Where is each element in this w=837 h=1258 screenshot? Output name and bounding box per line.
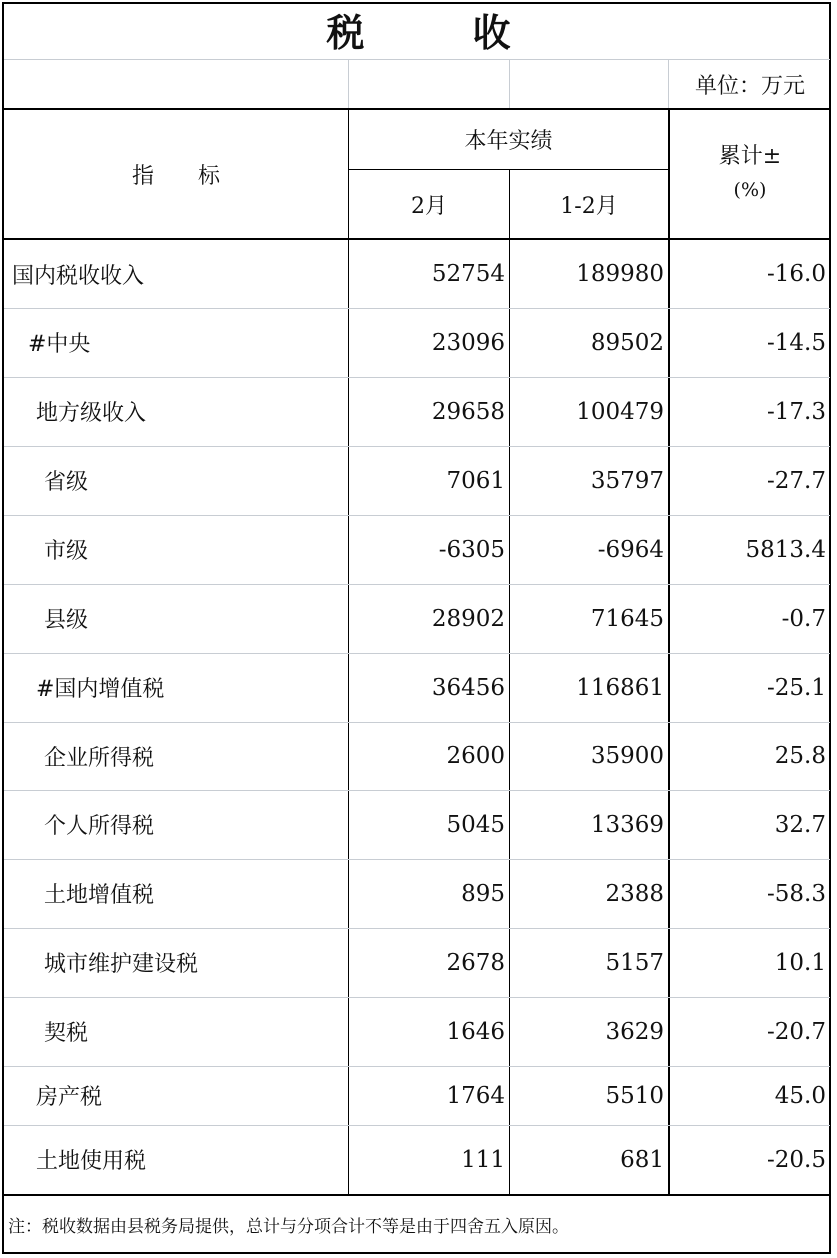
row-growth-value: -20.7: [767, 1018, 826, 1045]
header-indicator: 指 标: [131, 163, 220, 189]
row-label: 企业所得税: [44, 745, 155, 771]
row-label: 县级: [44, 608, 89, 633]
row-cumulative-value: 681: [620, 1146, 664, 1173]
unit-row-sep-3: [668, 60, 669, 108]
row-month-value: 2678: [446, 949, 505, 976]
row-cumulative-value: 189980: [576, 261, 664, 287]
row-label: 国内税收收入: [12, 263, 145, 289]
row-growth-value: -25.1: [767, 674, 826, 701]
row-cumulative-value: 100479: [576, 398, 664, 425]
row-month-value: 28902: [431, 605, 505, 632]
row-label: 城市维护建设税: [44, 952, 199, 977]
header-growth: 累计±: [718, 143, 782, 169]
row-growth-value: -58.3: [767, 880, 826, 907]
row-cumulative-value: 13369: [590, 811, 664, 838]
title-char-1: 税: [326, 9, 365, 55]
row-month-value: 23096: [431, 329, 505, 356]
row-month-value: 1646: [446, 1018, 505, 1045]
row-month-value: 895: [461, 880, 505, 907]
row-cumulative-value: -6964: [597, 536, 664, 563]
row-month-value: 2600: [446, 743, 505, 769]
row-growth-value: -20.5: [767, 1146, 826, 1173]
header-cumulative-month: 1-2月: [560, 193, 618, 219]
header-month: 2月: [411, 193, 447, 219]
row-cumulative-value: 5157: [605, 949, 664, 976]
row-growth-value: -0.7: [781, 605, 826, 632]
row-growth-value: 32.7: [774, 811, 826, 838]
row-label: 省级: [44, 470, 89, 495]
row-label: 契税: [44, 1021, 89, 1046]
row-month-value: 7061: [446, 467, 505, 494]
row-cumulative-value: 5510: [605, 1082, 664, 1109]
row-cumulative-value: 89502: [590, 329, 664, 356]
row-growth-value: -27.7: [767, 467, 826, 494]
row-cumulative-value: 2388: [605, 880, 664, 907]
title-char-2: 收: [472, 9, 511, 55]
row-month-value: 52754: [431, 261, 505, 287]
row-growth-value: 5813.4: [745, 536, 826, 563]
row-growth-value: -14.5: [767, 329, 826, 356]
row-label: 土地增值税: [44, 883, 155, 908]
row-growth-value: 10.1: [774, 949, 826, 976]
row-month-value: 5045: [446, 811, 505, 838]
row-month-value: 29658: [431, 398, 505, 425]
row-growth-value: 25.8: [774, 743, 826, 769]
row-label: 房产税: [36, 1085, 103, 1110]
footnote: 注：税收数据由县税务局提供，总计与分项合计不等是由于四舍五入原因。: [8, 1217, 569, 1237]
row-label: #国内增值税: [36, 677, 165, 702]
page-title: [0, 0, 837, 58]
row-month-value: 36456: [431, 674, 505, 701]
row-label: 地方级收入: [36, 401, 147, 426]
unit-row-sep-1: [348, 60, 349, 108]
row-cumulative-value: 71645: [590, 605, 664, 632]
row-growth-value: -16.0: [767, 261, 826, 287]
header-current-year: 本年实绩: [464, 129, 553, 154]
unit-row-sep-2: [509, 60, 510, 108]
row-growth-value: 45.0: [774, 1082, 826, 1109]
footer-divider: [4, 1194, 830, 1196]
row-label: 个人所得税: [44, 814, 155, 839]
row-cumulative-value: 3629: [605, 1018, 664, 1045]
row-month-value: -6305: [438, 536, 505, 563]
row-label: 土地使用税: [36, 1149, 147, 1174]
row-label: #中央: [28, 332, 91, 357]
row-label: 市级: [44, 539, 89, 564]
row-month-value: 1764: [446, 1082, 505, 1109]
row-cumulative-value: 35797: [590, 467, 664, 494]
header-growth-unit: (%): [733, 179, 767, 201]
row-month-value: 111: [461, 1146, 505, 1173]
row-cumulative-value: 116861: [576, 674, 664, 701]
row-growth-value: -17.3: [767, 398, 826, 425]
row-cumulative-value: 35900: [590, 743, 664, 769]
unit-label: 单位：万元: [694, 73, 805, 99]
